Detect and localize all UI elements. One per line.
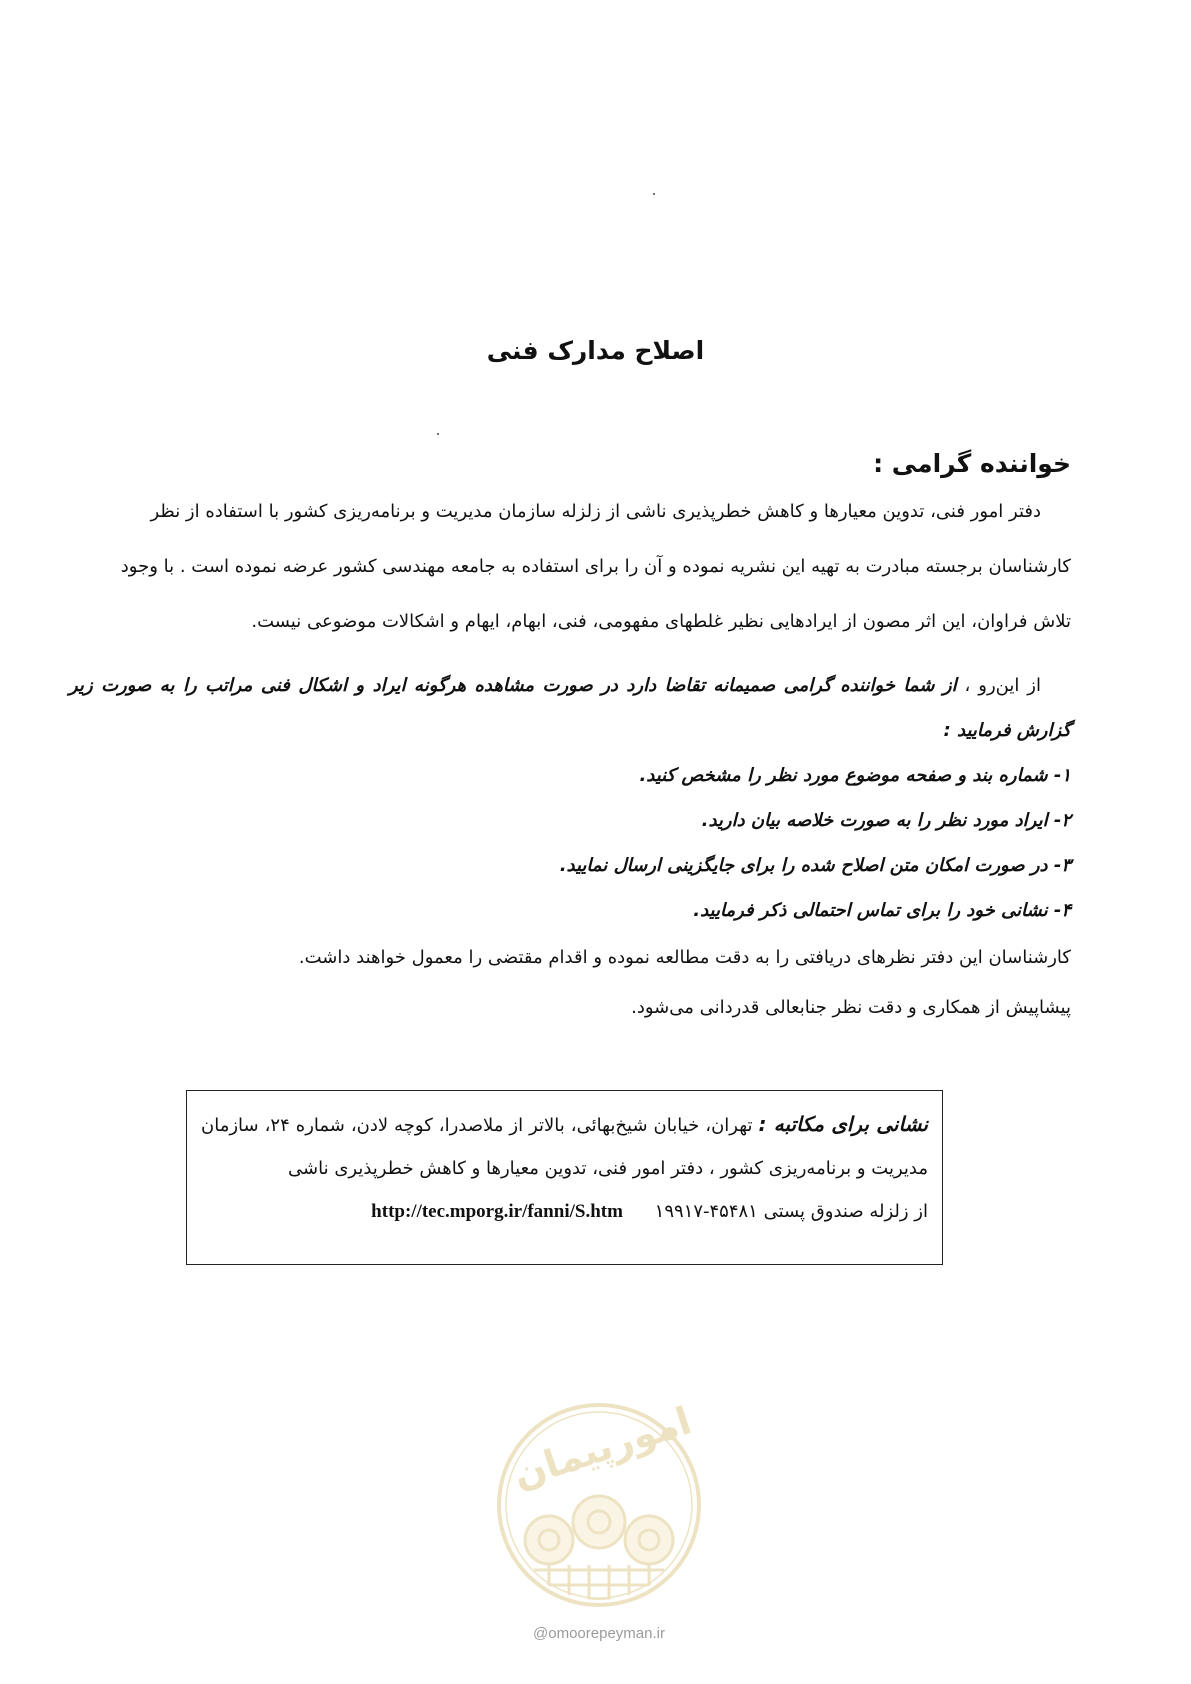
closing-line: کارشناسان این دفتر نظرهای دریافتی را به دقت مطالعه نموده و اقدام مقتضی را معمول خواهند داشت. (298, 947, 1071, 968)
address-box (186, 1090, 943, 1265)
request-lead: از این‌رو ، (964, 675, 1041, 696)
closing-line: پیشاپیش از همکاری و دقت نظر جنابعالی قدردانی می‌شود. (631, 997, 1071, 1018)
page-title: اصلاح مدارک فنی (486, 336, 705, 365)
postal-row (201, 1190, 928, 1233)
list-item: ۴- نشانی خود را برای تماس احتمالی ذکر فرمایید. (693, 900, 1071, 921)
intro-line: کارشناسان برجسته مبادرت به تهیه این نشریه نموده و آن را برای استفاده به جامعه مهندسی کشور عرضه نموده است . با وجود (120, 556, 1071, 577)
address-line: از زلزله صندوق پستی ۴۵۴۸۱-۱۹۹۱۷ (654, 1201, 928, 1222)
watermark-site: @omoorepeyman.ir (533, 1625, 665, 1642)
list-item: ۱- شماره بند و صفحه موضوع مورد نظر را مشخص کنید. (639, 765, 1071, 786)
watermark-logo-text: امورپیمان (507, 1398, 697, 1498)
address-label: نشانی برای مکاتبه : (758, 1112, 928, 1136)
intro-paragraph (69, 498, 1071, 663)
request-emphasis: از شما خواننده گرامی صمیمانه تقاضا دارد در صورت مشاهده هرگونه ایراد و اشکال فنی مراتب را به صورت زیر گزارش فرمایید : (69, 675, 1071, 741)
intro-line: تلاش فراوان، این اثر مصون از ایرادهایی نظیر غلطهای مفهومی، فنی، ابهام، ایهام و اشکالات موضوعی نیست. (251, 611, 1071, 632)
request-paragraph (69, 663, 1071, 753)
website-link[interactable]: http://tec.mporg.ir/fanni/S.htm (371, 1201, 623, 1222)
intro-line: دفتر امور فنی، تدوین معیارها و کاهش خطرپذیری ناشی از زلزله سازمان مدیریت و برنامه‌ریزی کشور با استفاده از نظر (150, 501, 1041, 522)
list-item: ۳- در صورت امکان متن اصلاح شده را برای جایگزینی ارسال نمایید. (559, 855, 1071, 876)
salutation: خواننده گرامی : (873, 449, 1071, 478)
scan-speck (653, 193, 655, 195)
request-items (69, 753, 1071, 933)
address-line: تهران، خیابان شیخ‌بهائی، بالاتر از ملاصدرا، کوچه لادن، شماره ۲۴، (264, 1115, 753, 1136)
list-item: ۲- ایراد مورد نظر را به صورت خلاصه بیان دارید. (701, 810, 1071, 831)
scan-speck (437, 433, 439, 435)
address-line: سازمان مدیریت و برنامه‌ریزی کشور ، دفتر امور فنی، تدوین معیارها و کاهش خطرپذیری ناشی (201, 1115, 928, 1179)
omoorepeyman-watermark-logo (494, 1380, 704, 1640)
body-text (69, 498, 1071, 1033)
